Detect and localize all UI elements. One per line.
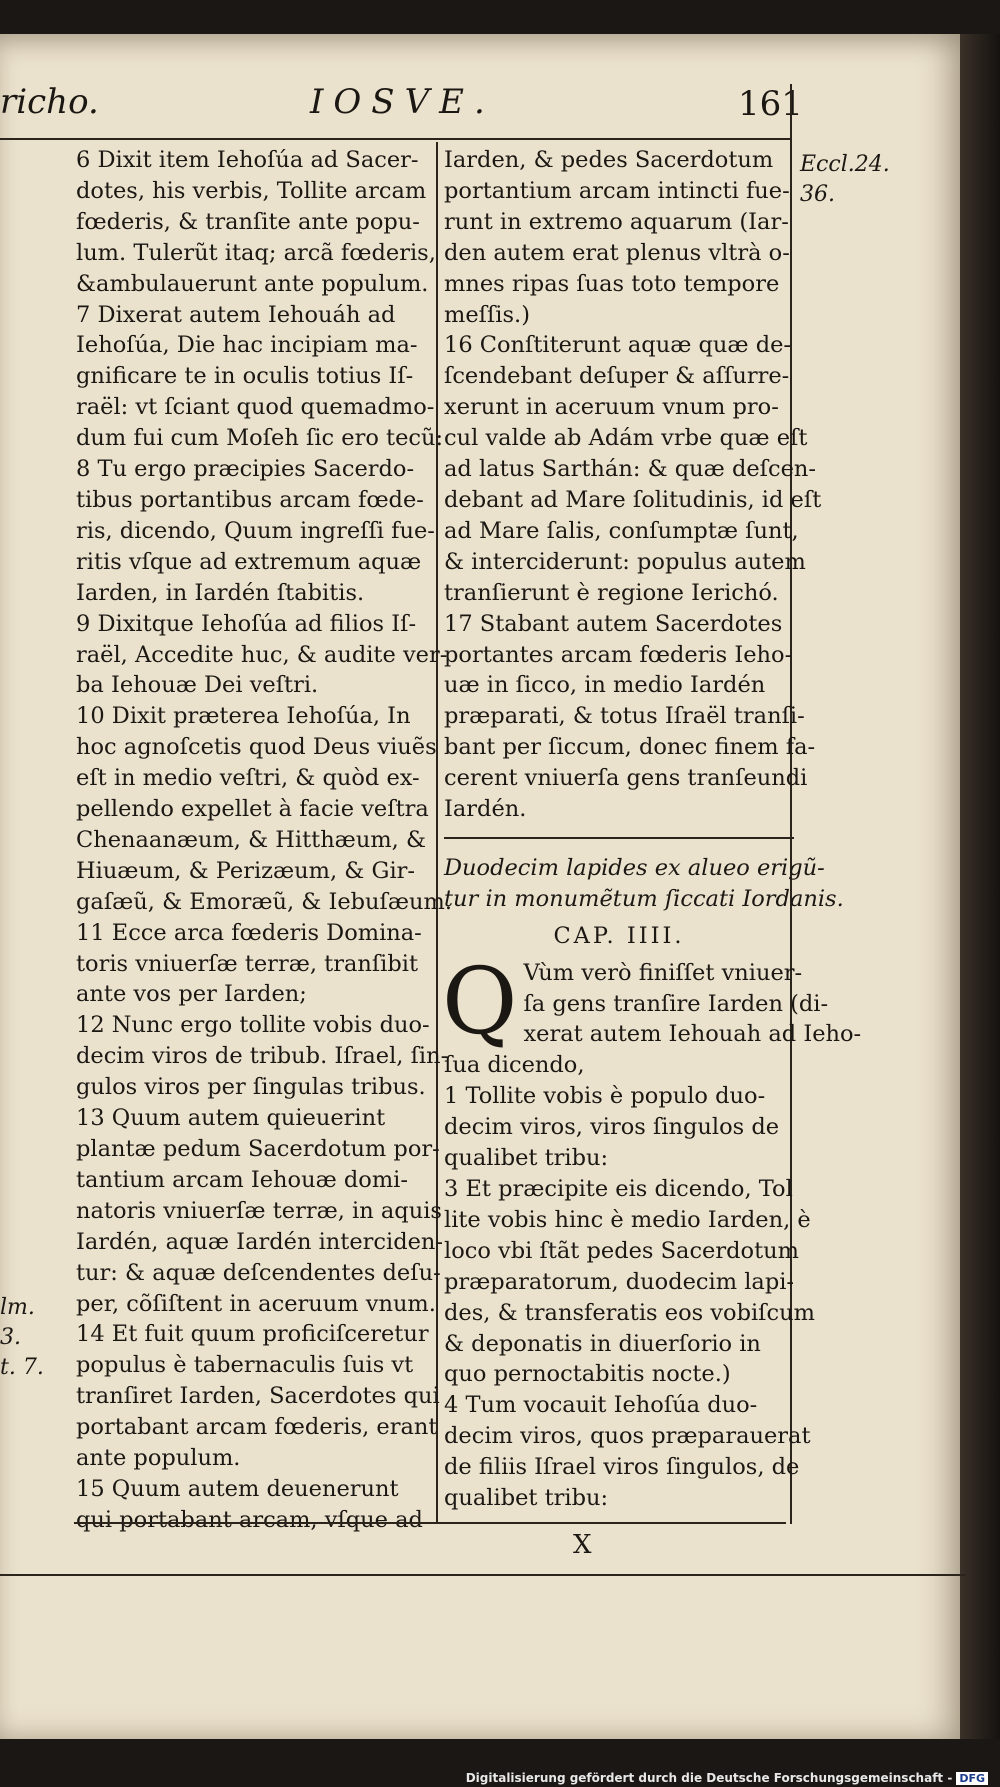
text-line: lum. Tulerũt itaq; arcã fœderis, xyxy=(76,239,436,266)
text-line: dum fui cum Moſeh ſic ero tecũ: xyxy=(76,425,444,452)
text-line: Vùm verò finiſſet vniuer- xyxy=(523,959,803,986)
text-line: qui portabant arcam, vſque ad xyxy=(76,1506,423,1533)
text-line: qualibet tribu: xyxy=(444,1145,609,1172)
header-left: richo. xyxy=(0,82,99,122)
text-line: Iardén. xyxy=(444,796,527,823)
text-line: gaſæũ, & Emoræũ, & Iebuſæum. xyxy=(76,888,453,915)
page-edge xyxy=(960,34,1000,1739)
page-number: 161 xyxy=(738,84,803,124)
text-line: gnificare te in oculis totius Iſ- xyxy=(76,363,414,390)
text-line: 3 Et præcipite eis dicendo, Tol xyxy=(444,1176,793,1202)
text-line: decim viros, viros ſingulos de xyxy=(444,1114,780,1141)
text-line: 15 Quum autem deuenerunt xyxy=(76,1475,399,1502)
left-ref-2: 3. xyxy=(0,1325,21,1350)
text-line: Iardén, aquæ Iardén interciden- xyxy=(76,1228,444,1255)
right-column-bottom xyxy=(444,1050,815,1514)
text-line: 12 Nunc ergo tollite vobis duo- xyxy=(76,1012,430,1039)
text-line: Hiuæum, & Perizæum, & Gir- xyxy=(76,857,416,884)
chapter-opening xyxy=(442,947,862,1055)
text-line: tibus portantibus arcam fœde- xyxy=(76,486,424,513)
text-line: den autem erat plenus vltrà o- xyxy=(444,239,790,266)
text-line: tur: & aquæ deſcendentes deſu- xyxy=(76,1259,441,1286)
left-ref-3: t. 7. xyxy=(0,1355,44,1380)
text-line: mnes ripas ſuas toto tempore xyxy=(444,270,780,297)
text-line: lite vobis hinc è medio Iarden, è xyxy=(444,1206,811,1233)
text-line: xerunt in aceruum vnum pro- xyxy=(444,394,779,421)
text-line: populus è tabernaculis ſuis vt xyxy=(76,1352,414,1379)
running-header xyxy=(0,82,966,128)
text-line: hoc agnoſcetis quod Deus viuẽs xyxy=(76,734,437,761)
text-line: natoris vniuerſæ terræ, in aquis xyxy=(76,1197,442,1224)
digitization-credit xyxy=(466,1771,988,1785)
text-line: ante populum. xyxy=(76,1445,241,1472)
text-line: 1 Tollite vobis è populo duo- xyxy=(444,1083,766,1110)
text-line: 7 Dixerat autem Iehouáh ad xyxy=(76,301,396,328)
text-line: raël, Accedite huc, & audite ver- xyxy=(76,641,448,668)
text-line: gulos viros per ſingulas tribus. xyxy=(76,1074,426,1101)
text-line: ris, dicendo, Quum ingreſſi fue- xyxy=(76,517,435,544)
text-line: decim viros, quos præparauerat xyxy=(444,1423,811,1450)
text-line: Chenaanæum, & Hitthæum, & xyxy=(76,826,426,853)
text-line: Iehoſúa, Die hac incipiam ma- xyxy=(76,332,418,359)
text-line: toris vniuerſæ terræ, tranſibit xyxy=(76,950,419,977)
margin-note-right xyxy=(800,150,890,210)
text-line: 17 Stabant autem Sacerdotes xyxy=(444,610,783,637)
text-line: portantium arcam intincti fue- xyxy=(444,177,790,204)
text-line: præparati, & totus Iſraël tranſi- xyxy=(444,703,805,730)
text-line: quo pernoctabitis nocte.) xyxy=(444,1361,731,1388)
left-ref-1: lm. xyxy=(0,1295,35,1320)
text-line: dotes, his verbis, Tollite arcam xyxy=(76,177,427,204)
column-divider xyxy=(436,142,438,1522)
text-line: ſcendebant deſuper & aſſurre- xyxy=(444,363,790,390)
text-line: 14 Et fuit quum proficiſceretur xyxy=(76,1321,429,1348)
text-line: Iarden, & pedes Sacerdotum xyxy=(444,147,774,173)
text-line: plantæ pedum Sacerdotum por- xyxy=(76,1136,440,1162)
text-line: eſt in medio veſtri, & quòd ex- xyxy=(76,765,420,792)
drop-cap: Q xyxy=(442,947,518,1055)
footer-rule xyxy=(74,1522,786,1524)
text-line: loco vbi ſtãt pedes Sacerdotum xyxy=(444,1237,799,1264)
text-line: & deponatis in diuerſorio in xyxy=(444,1330,761,1357)
chapter-summary-1: Duodecim lapides ex alueo erigũ- xyxy=(444,854,825,881)
text-line: debant ad Mare ſolitudinis, id eſt xyxy=(444,486,822,513)
text-line: decim viros de tribub. Iſrael, ſin- xyxy=(76,1043,449,1070)
text-line: præparatorum, duodecim lapi- xyxy=(444,1268,795,1295)
text-line: 11 Ecce arca fœderis Domina- xyxy=(76,919,422,946)
text-line: tranſiret Iarden, Sacerdotes qui xyxy=(76,1383,440,1410)
text-line: ſa gens tranſire Iarden (di- xyxy=(523,990,829,1017)
text-line: & interciderunt: populus autem xyxy=(444,548,806,575)
text-line: ritis vſque ad extremum aquæ xyxy=(76,548,422,575)
text-line: 16 Conſtiterunt aquæ quæ de- xyxy=(444,332,792,359)
text-line: 13 Quum autem quieuerint xyxy=(76,1105,386,1132)
text-line: Iarden, in Iardén ſtabitis. xyxy=(76,579,365,606)
section-rule xyxy=(444,837,794,839)
text-line: qualibet tribu: xyxy=(444,1485,609,1512)
text-line: 9 Dixitque Iehoſúa ad filios Iſ- xyxy=(76,610,417,637)
margin-ref-1: Eccl.24. xyxy=(800,152,890,177)
chapter-summary-2: tur in monumẽtum ſiccati Iordanis. xyxy=(444,885,844,912)
text-line: xerat autem Iehouah ad Ieho- xyxy=(523,1021,862,1048)
text-line: bant per ſiccum, donec finem fa- xyxy=(444,734,816,761)
text-line: meſſis.) xyxy=(444,301,530,328)
text-line: portantes arcam fœderis Ieho- xyxy=(444,641,793,668)
text-line: 6 Dixit item Iehoſúa ad Sacer- xyxy=(76,147,419,173)
page-bottom-rule xyxy=(0,1574,966,1576)
text-line: tranſierunt è regione Ierichó. xyxy=(444,579,779,606)
header-rule xyxy=(0,138,790,140)
dfg-logo: DFG xyxy=(956,1772,988,1785)
signature-mark: X xyxy=(573,1530,592,1560)
text-line: uæ in ſicco, in medio Iardén xyxy=(444,672,766,699)
text-line: ad latus Sarthán: & quæ deſcen- xyxy=(444,456,816,483)
text-line: ſua dicendo, xyxy=(444,1052,585,1079)
text-line: fœderis, & tranſite ante popu- xyxy=(76,208,420,235)
text-line: ad Mare ſalis, conſumptæ ſunt, xyxy=(444,517,799,544)
text-line: de filiis Iſrael viros ſingulos, de xyxy=(444,1454,800,1481)
text-line: pellendo expellet à facie veſtra xyxy=(76,796,429,823)
text-line: 4 Tum vocauit Iehoſúa duo- xyxy=(444,1392,758,1419)
text-line: &ambulauerunt ante populum. xyxy=(76,270,429,297)
margin-ref-2: 36. xyxy=(800,182,835,207)
text-line: runt in extremo aquarum (Iar- xyxy=(444,208,789,235)
text-line: ba Iehouæ Dei veſtri. xyxy=(76,672,319,699)
text-line: cerent vniuerſa gens tranſeundi xyxy=(444,765,808,792)
credit-text: Digitalisierung gefördert durch die Deutsche Forschungsgemeinschaft - xyxy=(465,1771,953,1785)
text-line: ante vos per Iarden; xyxy=(76,981,307,1008)
text-line: cul valde ab Adám vrbe quæ eſt xyxy=(444,425,808,452)
margin-note-left xyxy=(0,1293,44,1383)
text-line: tantium arcam Iehouæ domi- xyxy=(76,1166,408,1193)
header-title: IOSVE. xyxy=(310,82,495,122)
text-line: 8 Tu ergo præcipies Sacerdo- xyxy=(76,456,415,483)
left-column xyxy=(76,145,453,1536)
text-line: 10 Dixit præterea Iehoſúa, In xyxy=(76,703,411,730)
text-line: per, cõſiſtent in aceruum vnum. xyxy=(76,1290,436,1317)
chapter-heading: CAP. IIII. xyxy=(553,922,685,949)
text-line: portabant arcam fœderis, erant xyxy=(76,1414,438,1441)
text-line: raël: vt ſciant quod quemadmo- xyxy=(76,394,435,421)
text-line: des, & transferatis eos vobiſcum xyxy=(444,1299,815,1326)
